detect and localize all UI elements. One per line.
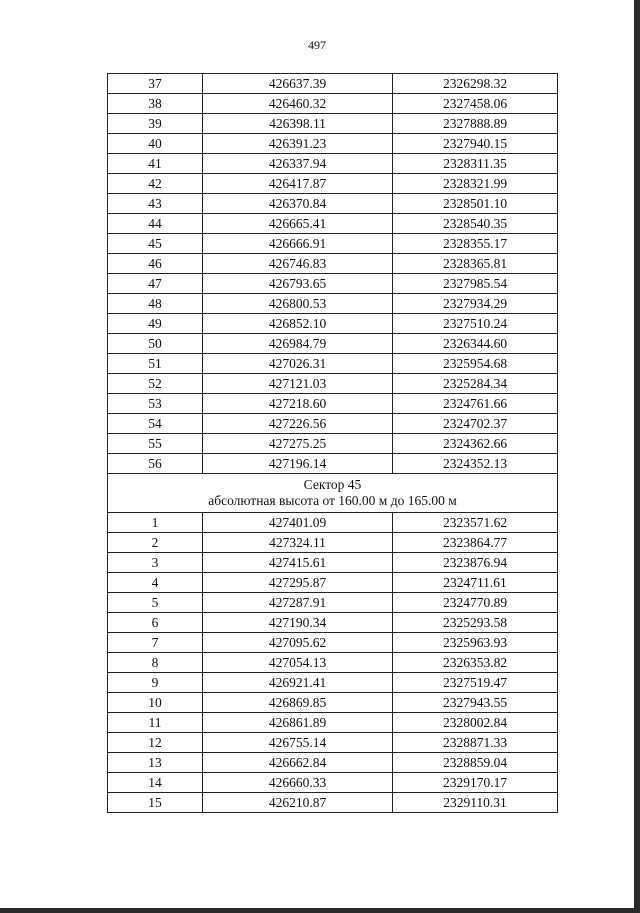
table-row [108,753,558,773]
table-row [108,354,558,374]
point-number-cell: 2 [108,533,203,553]
y-coordinate-cell: 2327934.29 [393,294,558,314]
y-coordinate-cell: 2326353.82 [393,653,558,673]
point-number-cell: 48 [108,294,203,314]
x-coordinate-cell: 426417.87 [203,174,393,194]
x-coordinate-cell: 427324.11 [203,533,393,553]
x-coordinate-cell: 426337.94 [203,154,393,174]
x-coordinate-cell: 426755.14 [203,733,393,753]
point-number-cell: 43 [108,194,203,214]
y-coordinate-cell: 2324702.37 [393,414,558,434]
table-row [108,254,558,274]
table-row [108,74,558,94]
point-number-cell: 46 [108,254,203,274]
x-coordinate-cell: 426869.85 [203,693,393,713]
x-coordinate-cell: 427121.03 [203,374,393,394]
page-number: 497 [308,38,326,52]
table-row [108,673,558,693]
point-number-cell: 14 [108,773,203,793]
x-coordinate-cell: 426793.65 [203,274,393,294]
x-coordinate-cell: 426460.32 [203,94,393,114]
point-number-cell: 41 [108,154,203,174]
point-number-cell: 13 [108,753,203,773]
x-coordinate-cell: 427196.14 [203,454,393,474]
y-coordinate-cell: 2324711.61 [393,573,558,593]
y-coordinate-cell: 2328002.84 [393,713,558,733]
x-coordinate-cell: 426746.83 [203,254,393,274]
y-coordinate-cell: 2325963.93 [393,633,558,653]
y-coordinate-cell: 2328355.17 [393,234,558,254]
y-coordinate-cell: 2324352.13 [393,454,558,474]
x-coordinate-cell: 426666.91 [203,234,393,254]
point-number-cell: 42 [108,174,203,194]
point-number-cell: 52 [108,374,203,394]
table-row [108,613,558,633]
point-number-cell: 39 [108,114,203,134]
point-number-cell: 3 [108,553,203,573]
table-row [108,513,558,533]
point-number-cell: 56 [108,454,203,474]
table-row [108,134,558,154]
point-number-cell: 9 [108,673,203,693]
y-coordinate-cell: 2327519.47 [393,673,558,693]
x-coordinate-cell: 427401.09 [203,513,393,533]
table-body-group-1 [108,74,558,474]
table-row [108,294,558,314]
table-row [108,434,558,454]
x-coordinate-cell: 426660.33 [203,773,393,793]
table-row [108,633,558,653]
table-row [108,573,558,593]
x-coordinate-cell: 427190.34 [203,613,393,633]
y-coordinate-cell: 2327458.06 [393,94,558,114]
point-number-cell: 49 [108,314,203,334]
x-coordinate-cell: 426637.39 [203,74,393,94]
x-coordinate-cell: 426210.87 [203,793,393,813]
y-coordinate-cell: 2324770.89 [393,593,558,613]
y-coordinate-cell: 2327985.54 [393,274,558,294]
section-header-row [108,474,558,513]
section-title: Сектор 45 [303,477,362,492]
point-number-cell: 5 [108,593,203,613]
x-coordinate-cell: 427026.31 [203,354,393,374]
x-coordinate-cell: 427415.61 [203,553,393,573]
y-coordinate-cell: 2326298.32 [393,74,558,94]
table-row [108,154,558,174]
y-coordinate-cell: 2328321.99 [393,174,558,194]
table-row [108,713,558,733]
table-row [108,174,558,194]
y-coordinate-cell: 2328859.04 [393,753,558,773]
coordinates-table [107,73,558,813]
point-number-cell: 6 [108,613,203,633]
table-row [108,334,558,354]
y-coordinate-cell: 2327888.89 [393,114,558,134]
y-coordinate-cell: 2326344.60 [393,334,558,354]
x-coordinate-cell: 426391.23 [203,134,393,154]
x-coordinate-cell: 426370.84 [203,194,393,214]
x-coordinate-cell: 426398.11 [203,114,393,134]
y-coordinate-cell: 2329170.17 [393,773,558,793]
table-row [108,593,558,613]
y-coordinate-cell: 2324362.66 [393,434,558,454]
table-row [108,94,558,114]
table-row [108,214,558,234]
x-coordinate-cell: 427095.62 [203,633,393,653]
x-coordinate-cell: 427275.25 [203,434,393,454]
x-coordinate-cell: 426852.10 [203,314,393,334]
x-coordinate-cell: 426800.53 [203,294,393,314]
table-row [108,414,558,434]
x-coordinate-cell: 426662.84 [203,753,393,773]
table-row [108,194,558,214]
y-coordinate-cell: 2327943.55 [393,693,558,713]
table-row [108,553,558,573]
table-row [108,234,558,254]
section-subtitle: абсолютная высота от 160.00 м до 165.00 м [208,493,457,508]
point-number-cell: 40 [108,134,203,154]
x-coordinate-cell: 426921.41 [203,673,393,693]
y-coordinate-cell: 2328871.33 [393,733,558,753]
x-coordinate-cell: 426984.79 [203,334,393,354]
section-header-cell [108,474,558,513]
section-header-body [108,474,558,513]
y-coordinate-cell: 2328311.35 [393,154,558,174]
table-row [108,454,558,474]
y-coordinate-cell: 2325954.68 [393,354,558,374]
point-number-cell: 37 [108,74,203,94]
y-coordinate-cell: 2327510.24 [393,314,558,334]
x-coordinate-cell: 427295.87 [203,573,393,593]
y-coordinate-cell: 2323571.62 [393,513,558,533]
table-row [108,374,558,394]
y-coordinate-cell: 2328540.35 [393,214,558,234]
table-row [108,733,558,753]
x-coordinate-cell: 427218.60 [203,394,393,414]
y-coordinate-cell: 2327940.15 [393,134,558,154]
point-number-cell: 47 [108,274,203,294]
y-coordinate-cell: 2328365.81 [393,254,558,274]
x-coordinate-cell: 427287.91 [203,593,393,613]
x-coordinate-cell: 426665.41 [203,214,393,234]
y-coordinate-cell: 2325293.58 [393,613,558,633]
table-body-group-2 [108,513,558,813]
y-coordinate-cell: 2328501.10 [393,194,558,214]
table-row [108,693,558,713]
x-coordinate-cell: 427226.56 [203,414,393,434]
point-number-cell: 55 [108,434,203,454]
point-number-cell: 10 [108,693,203,713]
y-coordinate-cell: 2324761.66 [393,394,558,414]
y-coordinate-cell: 2325284.34 [393,374,558,394]
y-coordinate-cell: 2323876.94 [393,553,558,573]
point-number-cell: 54 [108,414,203,434]
table-row [108,394,558,414]
x-coordinate-cell: 427054.13 [203,653,393,673]
table-row [108,114,558,134]
point-number-cell: 44 [108,214,203,234]
point-number-cell: 12 [108,733,203,753]
table-row [108,314,558,334]
y-coordinate-cell: 2323864.77 [393,533,558,553]
point-number-cell: 53 [108,394,203,414]
point-number-cell: 4 [108,573,203,593]
point-number-cell: 8 [108,653,203,673]
table-row [108,773,558,793]
point-number-cell: 7 [108,633,203,653]
table-row [108,653,558,673]
point-number-cell: 38 [108,94,203,114]
point-number-cell: 45 [108,234,203,254]
point-number-cell: 50 [108,334,203,354]
y-coordinate-cell: 2329110.31 [393,793,558,813]
point-number-cell: 51 [108,354,203,374]
point-number-cell: 11 [108,713,203,733]
table-row [108,274,558,294]
point-number-cell: 15 [108,793,203,813]
table-row [108,793,558,813]
table-row [108,533,558,553]
x-coordinate-cell: 426861.89 [203,713,393,733]
point-number-cell: 1 [108,513,203,533]
